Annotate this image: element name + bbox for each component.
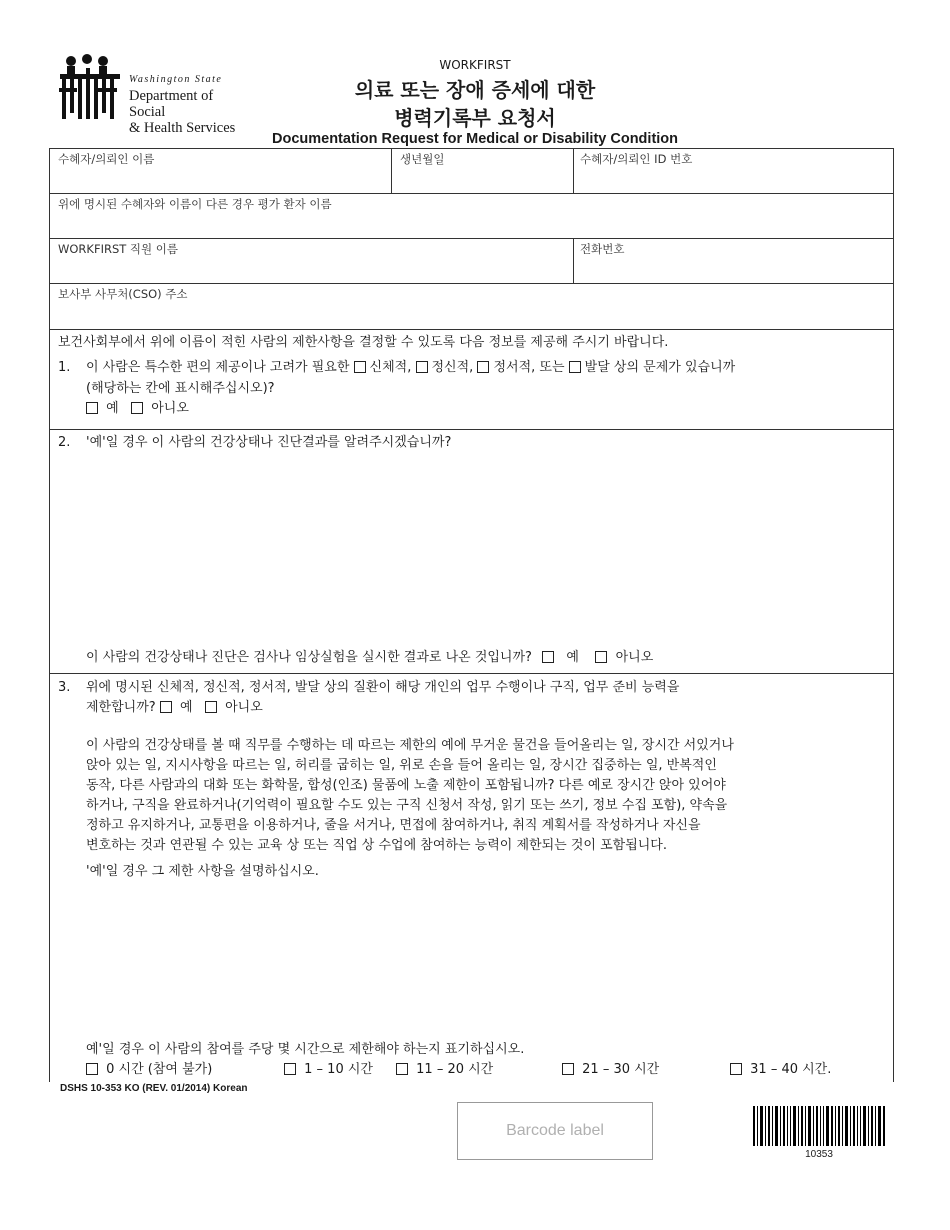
cso-address-label: 보사부 사무처(CSO) 주소: [58, 287, 188, 301]
hours-1-10-checkbox[interactable]: [284, 1063, 296, 1075]
q2-number: 2.: [58, 435, 71, 450]
q1-answer: [86, 399, 189, 419]
q3-yes-checkbox[interactable]: [160, 701, 172, 713]
q1-instruction: (해당하는 칸에 표시해주십시오)?: [86, 381, 275, 396]
form-code: DSHS 10-353 KO (REV. 01/2014) Korean: [60, 1083, 248, 1094]
logo-dept-line2: & Health Services: [129, 120, 236, 136]
hours-31-40-label: 31 – 40 시간.: [750, 1062, 832, 1077]
hours-0-label: 0 시간 (참여 불가): [106, 1062, 213, 1077]
q1-mental-checkbox[interactable]: [416, 361, 428, 373]
patient-name-label: 위에 명시된 수혜자와 이름이 다른 경우 평가 환자 이름: [58, 197, 332, 211]
q3-yes-label: 예: [179, 700, 193, 715]
barcode-label-box: [457, 1102, 653, 1160]
q1-physical-label: 신체적,: [369, 360, 412, 375]
q1-mental-label: 정신적,: [431, 360, 474, 375]
q2-followup-text: 이 사람의 건강상태나 진단은 검사나 임상실험을 실시한 결과로 나온 것입니까?: [86, 650, 532, 665]
title-en: Documentation Request for Medical or Disability Condition: [271, 131, 679, 147]
birth-date-label: 생년월일: [400, 152, 445, 166]
recipient-id-label: 수혜자/의뢰인 ID 번호: [580, 152, 693, 166]
q3-explain: '예'일 경우 그 제한 사항을 설명하십시오.: [86, 864, 319, 879]
phone-label: 전화번호: [580, 242, 625, 256]
q1-yes-checkbox[interactable]: [86, 402, 98, 414]
q1-emotional-checkbox[interactable]: [477, 361, 489, 373]
staff-name-label: WORKFIRST 직원 이름: [58, 242, 179, 256]
hours-1-10-label: 1 – 10 시간: [304, 1062, 373, 1077]
hours-option-2: [396, 1060, 493, 1080]
q1-no-checkbox[interactable]: [131, 402, 143, 414]
hours-21-30-checkbox[interactable]: [562, 1063, 574, 1075]
request-form: [49, 148, 894, 1082]
hours-31-40-checkbox[interactable]: [730, 1063, 742, 1075]
q1-text: 이 사람은 특수한 편의 제공이나 고려가 필요한: [86, 360, 350, 375]
q3-line2-text: 제한합니까?: [86, 700, 156, 715]
q3-hours-prompt: 예'일 경우 이 사람의 참여를 주당 몇 시간으로 제한해야 하는지 표기하십시오.: [86, 1042, 525, 1057]
barcode-icon: [753, 1106, 885, 1146]
q1-developmental-label: 발달 상의 문제가 있습니까: [584, 360, 736, 375]
q2-followup: [86, 648, 653, 668]
logo-state: Washington State: [129, 74, 223, 85]
q1-number: 1.: [58, 360, 71, 375]
q3-para-line4: 하거나, 구직을 완료하거나(기억력이 필요할 수도 있는 구직 신청서 작성, 읽기 또는 쓰기, 정보 수집 포함), 약속을: [86, 798, 728, 813]
q2-no-checkbox[interactable]: [595, 651, 607, 663]
q2-no-label: 아니오: [615, 650, 654, 665]
q1-question: [86, 358, 735, 378]
hours-0-checkbox[interactable]: [86, 1063, 98, 1075]
q3-number: 3.: [58, 680, 71, 695]
hours-21-30-label: 21 – 30 시간: [582, 1062, 660, 1077]
q3-line2: [86, 698, 263, 718]
hours-option-3: [562, 1060, 659, 1080]
q3-line1: 위에 명시된 신체적, 정신적, 정서적, 발달 상의 질환이 해당 개인의 업무 수행이나 구직, 업무 준비 능력을: [86, 680, 680, 695]
q1-developmental-checkbox[interactable]: [569, 361, 581, 373]
q2-yes-checkbox[interactable]: [542, 651, 554, 663]
program-name: WORKFIRST: [439, 58, 511, 72]
q1-no-label: 아니오: [151, 401, 189, 416]
q1-physical-checkbox[interactable]: [354, 361, 366, 373]
hours-option-0: [86, 1060, 212, 1080]
hours-11-20-label: 11 – 20 시간: [416, 1062, 494, 1077]
barcode-number: 10353: [805, 1149, 833, 1160]
q3-para-line5: 정하고 유지하거나, 교통편을 이용하거나, 줄을 서거나, 면접에 참여하거나, 취직 계획서를 작성하거나 자신을: [86, 818, 701, 833]
hours-11-20-checkbox[interactable]: [396, 1063, 408, 1075]
q3-para-line6: 변호하는 것과 연관될 수 있는 교육 상 또는 직업 상 수업에 참여하는 능력이 제한되는 것이 포함됩니다.: [86, 838, 667, 853]
q1-yes-label: 예: [106, 401, 119, 416]
q3-para-line2: 앉아 있는 일, 지시사항을 따르는 일, 허리를 굽히는 일, 위로 손을 들어 올리는 일, 장시간 집중하는 일, 반복적인: [86, 758, 717, 773]
q3-no-checkbox[interactable]: [205, 701, 217, 713]
intro-text: 보건사회부에서 위에 이름이 적힌 사람의 제한사항을 결정할 수 있도록 다음 정보를 제공해 주시기 바랍니다.: [58, 335, 669, 350]
q3-para-line3: 동작, 다른 사람과의 대화 또는 화학물, 합성(인조) 물품에 노출 제한이 포함됩니까? 다른 예로 장시간 앉아 있어야: [86, 778, 726, 793]
title-ko-line1: 의료 또는 장애 증세에 대한: [354, 78, 596, 102]
q2-yes-label: 예: [566, 650, 579, 665]
q3-para-line1: 이 사람의 건강상태를 볼 때 직무를 수행하는 데 따르는 제한의 예에 무거운 물건을 들어올리는 일, 장시간 서있거나: [86, 738, 734, 753]
title-ko-line2: 병력기록부 요청서: [394, 106, 556, 130]
q1-emotional-label: 정서적, 또는: [493, 360, 565, 375]
logo-dept-line1: Department of Social: [129, 88, 214, 120]
barcode-label-text: Barcode label: [506, 1122, 604, 1139]
q2-question: '예'일 경우 이 사람의 건강상태나 진단결과를 알려주시겠습니까?: [86, 435, 452, 450]
q3-no-label: 아니오: [225, 700, 263, 715]
recipient-name-label: 수혜자/의뢰인 이름: [58, 152, 155, 166]
hours-option-4: [730, 1060, 831, 1080]
hours-option-1: [284, 1060, 373, 1080]
